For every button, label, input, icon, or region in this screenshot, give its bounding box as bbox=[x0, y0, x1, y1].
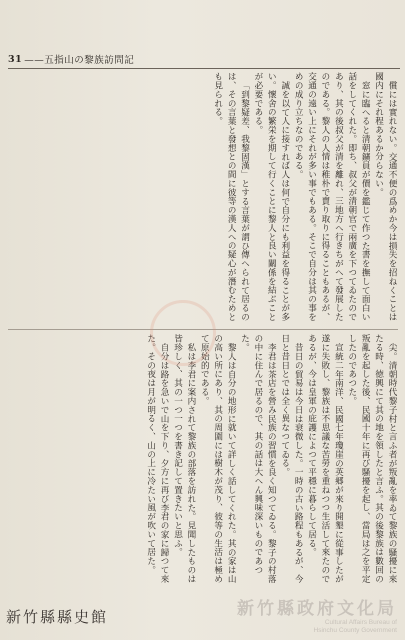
running-header bbox=[8, 50, 400, 68]
paragraph: 黎人は自分の地形に就いて詳しく話してくれた。其の家は山の高い所にあり、其の周圍には樹木が茂り、彼等の生活は極めて原始的である。 bbox=[199, 334, 237, 584]
paragraph: 尖。清朝時代黎子村と言ふ者が叛亂を率ゐて黎族の騷擾に來たる時、徳興にて其の地を領したと言ふ。其の後黎族は數回の叛亂を起した後、民國十年に再び騷擾を起し、當局は之を平定したのであつた。 bbox=[346, 334, 397, 584]
watermark-en-line2: Hsinchu County Government bbox=[313, 627, 397, 634]
paragraph: 「到黎疑差、我黎固漢」とする言葉が謂ひ傳へられて居るのは、その言葉と發想との間に彼等の漢人への疑心が潛むためとも見られる。 bbox=[212, 72, 250, 322]
paragraph: 宣統二年南洋、民國七年瓊崖の英郷が來り開墾に從事したが遂に失敗し、黎族は不思議な苦勞を重ねつつ生活して來たのであるが、今は皇軍の庇護によつて平穩に暮らして居る。 bbox=[306, 334, 344, 584]
paragraph: 私は李君に案内されて黎族の部落を訪れた。見聞したものは皆珍しく、其の一つ一つを書き記して置きたいと思ふ。 bbox=[172, 334, 196, 583]
paragraph: 窓に臨へると清朝鑛員が價を鑑じて作つた書を撫して面白い話をしてくれた。即ち、叔父が清朝官で兩廣を下つてゐたのであり、其の後叔父が清を離れ、三地方へ行きちがへて發展したのである。黎人の人情は稚朴で賣り取りに得ることもあるが、交通の遠い上にそれが多い事でもある。そこで自分は其の事をめの成り立ちなのである。 bbox=[293, 72, 371, 322]
paragraph: 昔日の貿易は今日は衰微した。一時の古い路程もあるが、今日と昔日とでは全く異なつてゐる。 bbox=[279, 334, 304, 583]
watermark-en-line1: Cultural Affairs Bureau of bbox=[324, 619, 397, 626]
column-divider bbox=[8, 329, 398, 330]
article-body bbox=[8, 72, 398, 592]
article-title: ——五指山の黎族訪問記 bbox=[24, 55, 135, 66]
paragraph: 誠を以て人に接すれば人は何で自分にも利益を得ることが多い。懷舍の繁栄を期して行くことに黎人と良い關係を結ぶことが必要である。 bbox=[252, 72, 290, 322]
upper-text-block bbox=[8, 72, 398, 327]
paragraph: 自分は路を急いで山を下り、夕方に再び李君の家に歸つて來た。その夜は月が明るく、山の上に冷たい風が吹いて居た。 bbox=[145, 334, 170, 583]
watermark-title: 新竹縣政府文化局 bbox=[237, 599, 397, 619]
archive-seal-text: 新竹縣縣史館 bbox=[6, 608, 109, 626]
page-number: 31 bbox=[8, 53, 23, 65]
lower-text-block bbox=[8, 334, 398, 589]
paragraph: 償には實れない。交通不便の爲めか今は損失を招ねくことは國内にそれ程あるか分らない。 bbox=[373, 72, 397, 321]
header-rule bbox=[8, 68, 400, 69]
cultural-bureau-watermark bbox=[187, 594, 397, 632]
paragraph: 李君は茶店を營み民族の習慣を良く知つてゐる。黎子の村落の中に住んで居るので、其の話は大へん興味深いものであつた。 bbox=[239, 334, 277, 583]
